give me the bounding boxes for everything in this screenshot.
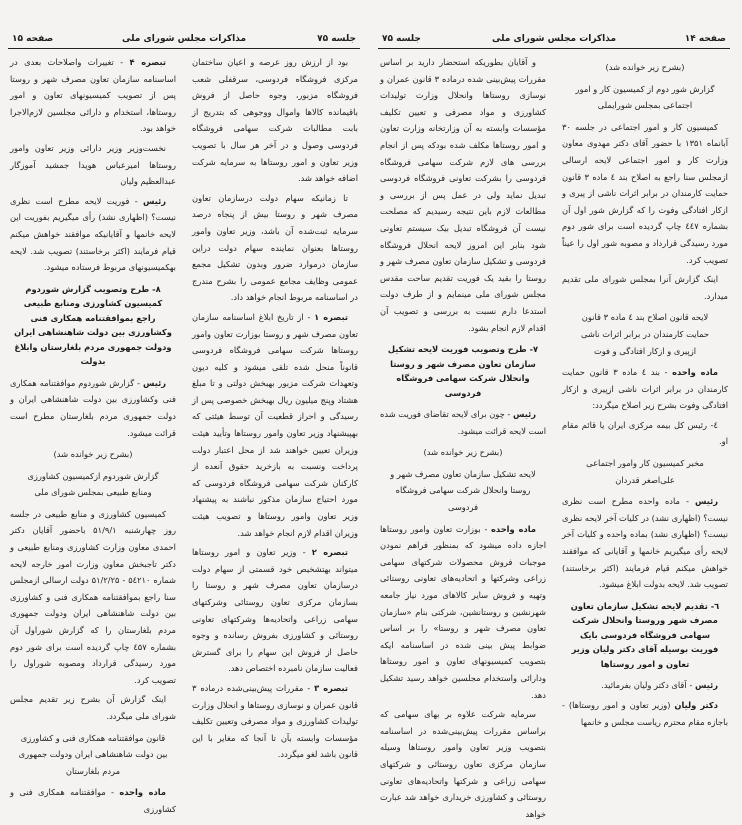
speaker-paragraph <box>562 493 728 593</box>
centered-caption: گزارش شور دوم از کمیسیون کار و امور اجتماعی بمجلس شورایملی <box>575 83 715 111</box>
speaker-label: تبصره ۱ <box>314 311 348 322</box>
speaker-label: دکتر ولیان <box>674 699 718 710</box>
speaker-paragraph <box>192 309 358 541</box>
centered-caption: لایحه تشکیل سازمان تعاون مصرف شهر و روستا وانحلال شرکت سهامی فروشگاه فردوسی <box>390 468 536 513</box>
paragraph: کمیسیون کار و امور اجتماعی در جلسه ۳۰ آبانماه ۱۳۵۱ با حضور آقای دکتر مهدوی معاون وزارت کار و امور اجتماعی لایحه ارسالی ازمجلس سنا راجع به اصلاح بند ٤ ماده ۳ قانون حمایت کارمندان در برابر اثرات ناشی از پیری و ازکار افتادگی وفوت را که گزارش شور اول آن بشماره ٤٤۷ چاپ گردیده است برای شور دوم مورد رسیدگی قرارداد و مصوبه شور اول را عیناً تصویب کرد. <box>562 121 729 265</box>
page-number: صفحه ۱۴ <box>684 34 726 44</box>
centered-caption: (بشرح زیر خوانده شد) <box>605 62 685 72</box>
running-title: مذاکرات مجلس شورای ملی <box>121 34 247 44</box>
section-heading: ۸- طرح وتصویب گزارش شوردوم کمیسیون کشاورزی ومنابع طبیعی راجع بموافقتنامه همکاری فنی وکشاورزی بین دولت شاهنشاهی ایران ودولت جمهوری مردم بلغارستان وابلاغ بدولت <box>14 283 172 367</box>
centered-caption: گزارش شوردوم ازکمیسیون کشاورزی ومنابع طبیعی بمجلس شورای ملی <box>27 470 159 498</box>
speaker-label: تبصره ۴ <box>129 57 166 67</box>
speaker-label: رئیس <box>142 377 166 388</box>
paragraph: کمیسیون کشاورزی و منابع طبیعی در جلسه روز چهارشنبه ۵۱/۹/۱ باحضور آقایان دکتر احمدی معاون وزارت کشاورزی ومنابع طبیعی و دکتر تاجبخش معاون وزارت امور خارجه لایحه شماره ۵٤۲۱۰ - ۵۱/۲/۲۵ دولت ارسالی ازمجلس سنا راجع بموافقتنامه همکاری فنی و کشاورزی بین دولت شاهنشاهی ایران ودولت جمهوری مردم بلغارستان را که گزارش شوراول آن بشماره ٤۵۷ چاپ گردیده است برای شور دوم مورد رسیدگی قرارداد ومصوبه شوراول را تصویب کرد. <box>10 508 176 685</box>
session-number: جلسه ۷۵ <box>317 34 356 44</box>
paragraph: اینک گزارش آنرا بمجلس شورای ملی تقدیم میدارد. <box>562 274 728 301</box>
speaker-paragraph <box>380 521 546 704</box>
speaker-label: ماده واحده <box>672 367 718 378</box>
text-column-right <box>192 54 358 766</box>
paragraph-text: - چون برای لایحه تقاضای فوریت شده است لایحه قرائت میشود. <box>380 409 546 436</box>
paragraph-text: - بوزارت تعاون وامور روستاها اجازه داده میشود که بمنظور فراهم نمودن موجبات فروش محصولات شرکتهای سهامی زراعی وشرکتها و اتحادیه‌های تعاونی روستائی وتهیه و فروش سایر کالاهای مورد نیاز جامعه شهرنشین و روستانشین، شرکتی بنام «سازمان تعاون مصرف شهر و روستا» را بر اساس ضوابط پیش بینی شده در اساسنامه ایکه بتصویب کمیسیونهای تعاون و امور روستاها ودارائی واستخدام مجلسین خواهد رسید تشکیل دهد. <box>380 523 546 700</box>
text-column-right <box>562 54 728 733</box>
speaker-label: رئیس <box>694 680 718 691</box>
speaker-label: رئیس <box>512 409 536 420</box>
paragraph: بود از ارزش روز عرصه و اعیان ساختمان مرکزی فروشگاه فردوسی، سرقفلی شعب فروشگاه مزبور، وجوه حاصل از فروش باقیمانده کالاها واموال ووجوهی که بتدریج از بابت مطالبات شرکت سهامی فروشگاه فردوسی وصول و در آخر هر سال با تصویب وزیر تعاون و امور روستاها به سرمایه شرکت اضافه خواهد شد. <box>192 57 358 184</box>
speaker-paragraph <box>10 375 176 441</box>
speaker-label: رئیس <box>694 496 718 507</box>
speaker-paragraph <box>10 54 176 137</box>
session-number: جلسه ۷۵ <box>382 34 421 44</box>
paragraph-text: - مقررات پیش‌بینی‌شده درماده ۳ قانون عمران و نوسازی روستاها و انحلال وزارت تولیدات کشاورزی و مواد مصرفی وتعیین تکلیف مؤسسات وابسته بآن تا آنجا که مغایر با این قانون باشد لغو میگردد. <box>192 682 358 760</box>
speaker-label: تبصره ۲ <box>311 547 348 558</box>
speaker-paragraph <box>192 680 358 763</box>
centered-caption: قانون موافقتنامه همکاری فنی و کشاورزی بین دولت شاهنشاهی ایران ودولت جمهوری مردم بلغارستان <box>18 732 168 776</box>
paragraph-text: - تغییرات واصلاحات بعدی در اساسنامه سازمان تعاون مصرف شهر و روستا پس از تصویب کمیسیونهای تعاون و امور روستاها، استخدام و دارائی مجلسین لازم‌الاجرا خواهد بود. <box>10 57 176 134</box>
page-15 <box>8 0 360 814</box>
speaker-label: رئیس <box>142 195 166 206</box>
speaker-paragraph <box>10 193 176 276</box>
paragraph: ٤- رئیس کل بیمه مرکزی ایران یا قائم مقام او. <box>562 419 728 447</box>
speaker-paragraph <box>562 697 728 730</box>
paragraph-text: - آقای دکتر ولیان بفرمائید. <box>601 680 695 691</box>
speaker-label: ماده واحده <box>491 523 537 534</box>
paragraph-text: - ماده واحده مطرح است نظری نیست؟ (اظهاری نشد) در کلیات آخر لایحه نظری نیست؟ (اظهاری نشد) بماده واحده و کلیات آخر لایحه رأی میگیریم خانمها و آقایانی که موافقند خواهش میکنم قیام فرمایند (اکثر برخاستند) تصویب شد. لایحه بدولت ابلاغ میشود. <box>562 496 728 590</box>
speaker-paragraph <box>192 544 358 677</box>
paragraph-text: - فوریت لایحه مطرح است نظری نیست؟ (اظهاری نشد) رأی میگیریم بفوریت این لایحه خانمها و آقایانیکه موافقند خواهش میکنم قیام فرمایند (اکثر برخاستند) تصویب شد. لایحه بهکمیسیونهای مربوط فرستاده میشود. <box>10 195 176 273</box>
paragraph-text: (وزیر تعاون و امور روستاها) - باجازه مقام محترم ریاست مجلس و خانمها <box>562 699 728 727</box>
page-header <box>8 34 360 49</box>
centered-caption: (بشرح زیر خوانده شد) <box>423 447 503 458</box>
running-title: مذاکرات مجلس شورای ملی <box>491 34 617 44</box>
paragraph: و آقایان بطوریکه استحضار دارید بر اساس مقررات پیش‌بینی شده درماده ۳ قانون عمران و نوسازی روستاها وانحلال وزارت تولیدات کشاورزی و مواد مصرفی و تعیین تکلیف مؤسسات وابسته به آن وزارتخانه وزارت تعاون و امور روستاها مکلف شده بودکه پس از انجام بررسی های لازم شرکت سهامی فروشگاه فردوسی را بشرکت تعاونی فروشگاه فردوسی تبدیل نماید ولی در عمل پس از بررسی و مطالعات لازم باین نتیجه رسیدیم که مصلحت نیست آن فروشگاه تبدیل بیک سیستم تعاونی شود بنابر این امروز لایحه انحلال فروشگاه فردوسی و تشکیل سازمان تعاون مصرف شهر و روستا را بقید یک فوریت تقدیم ساحت مقدس مجلس شورای ملی مینمایم و از طرف دولت استدعا دارم نسبت به بررسی و تصویب آن اقدام لازم انجام بشود. <box>380 57 546 333</box>
paragraph-text: - از تاریخ ابلاغ اساسنامه سازمان تعاون مصرف شهر و روستا بوزارت تعاون وامور روستاها شرکت سهامی فروشگاه فردوسی قانوناً منحل شده تلقی میشود و کلیه دیون وتعهدات شرکت مزبور بهبخش دولتی و تا مبلغ هشتاد وپنج میلیون ریال بهبخش خصوصی پس از رسیدگی و احراز قطعیت آن توسط هیئتی که بهپیشنهاد وزیر تعاون وامور روستاها وتأیید هیئت وزیران تعیین خواهند شد از محل اعتبار دولت پرداخت ونسبت به بازخرید حقوق آنعده از کارکنان شرکت سهامی فروشگاه فردوسی که مورد احتیاج سازمان مذکور نباشند به پیشنهاد وزیر تعاون وامور روستاها و تصویب هیئت وزیران اقدام لازم انجام خواهد شد. <box>192 311 358 538</box>
page-header <box>378 34 730 49</box>
paragraph-text: - موافقتنامه همکاری فنی و کشاورزی <box>10 787 176 814</box>
centered-caption: (بشرح زیر خوانده شد) <box>53 449 133 460</box>
centered-caption: لایحه قانون اصلاح بند ٤ ماده ۳ قانون حمایت کارمندان در برابر اثرات ناشی ازپیری و ازکار افتادگی و فوت <box>580 312 710 356</box>
section-heading: ٦- تقدیم لایحه تشکیل سازمان تعاون مصرف شهر وروستا وانحلال شرکت سهامی فروشگاه فردوسی بایک فوریت بوسیله آقای دکتر ولیان وزیر تعاون و امور روستاها <box>570 600 720 669</box>
text-column-left <box>380 54 546 825</box>
paragraph: تا زمانیکه سهام دولت درسازمان تعاون مصرف شهر و روستا بیش از پنجاه درصد سرمایه ثبت‌شده آن باشد، وزیر تعاون وامور روستاها بعنوان نماینده سهام دولت دراین سازمان درموارد ضرور وبدون تشکیل مجمع عمومی وظایف مجامع عمومی را بشرح مندرج در اساسنامه مربوط انجام خواهد داد. <box>192 192 358 303</box>
paragraph: سرمایه شرکت علاوه بر بهای سهامی که براساس مقررات پیش‌بینی‌شده در اساسنامه بتصویب وزیر تعاون وامور روستاها وسیله سازمان مرکزی تعاون روستائی و شرکتهای سهامی زراعی و شرکتها واتحادیه‌های تعاونی روستائی و کشاورزی خریداری خواهد شد عبارت خواهد <box>380 709 546 819</box>
paragraph: نخست‌وزیر وزیر دارائی وزیر تعاون وامور روستاها امیرعباس هویدا جمشید آموزگار عبدالعظیم ولیان <box>10 142 176 187</box>
speaker-label: ماده واحده <box>119 787 167 798</box>
speaker-paragraph <box>380 406 546 439</box>
speaker-paragraph <box>562 364 728 414</box>
page-number: صفحه ۱۵ <box>12 34 54 44</box>
centered-caption: مخبر کمیسیون کار وامور اجتماعی علی‌اصغر قدردان <box>586 458 704 485</box>
paragraph: اینک گزارش آن بشرح زیر تقدیم مجلس شورای ملی میگردد. <box>10 694 176 721</box>
paragraph-text: - گزارش شوردوم موافقتنامه همکاری فنی وکشاورزی بین دولت شاهنشاهی ایران و دولت جمهوری مردم بلغارستان مطرح است قرائت میشود. <box>10 377 176 438</box>
paragraph-text: - بند ٤ ماده ۳ قانون حمایت کارمندان در برابر اثرات ناشی ازپیری و ازکار افتادگی وفوت بشرح زیر اصلاح میگردد: <box>562 367 728 411</box>
page-14 <box>378 0 730 819</box>
speaker-label: تبصره ۳ <box>314 682 348 693</box>
text-column-left <box>10 54 176 821</box>
speaker-paragraph <box>562 677 728 694</box>
section-heading: ۷- طرح وتصویب فوریت لایحه تشکیل سازمان تعاون مصرف شهر و روستا وانحلال شرکت سهامی فروشگاه فردوسی <box>387 344 539 398</box>
paragraph-text: - وزیر تعاون و امور روستاها میتواند بهتشخیص خود قسمتی از سهام دولت درسازمان تعاون مصرف شهر و روستا را بسازمان مرکزی تعاون روستائی وشرکتهای سهامی زراعی واتحادیه‌ها وشرکتهای تعاونی روستائی و کشاورزی بفروش رسانده و وجوه حاصل از فروش این سهام را برای گسترش فعالیت سازمان نامبرده اختصاص دهد. <box>192 547 358 674</box>
speaker-paragraph <box>10 784 176 817</box>
